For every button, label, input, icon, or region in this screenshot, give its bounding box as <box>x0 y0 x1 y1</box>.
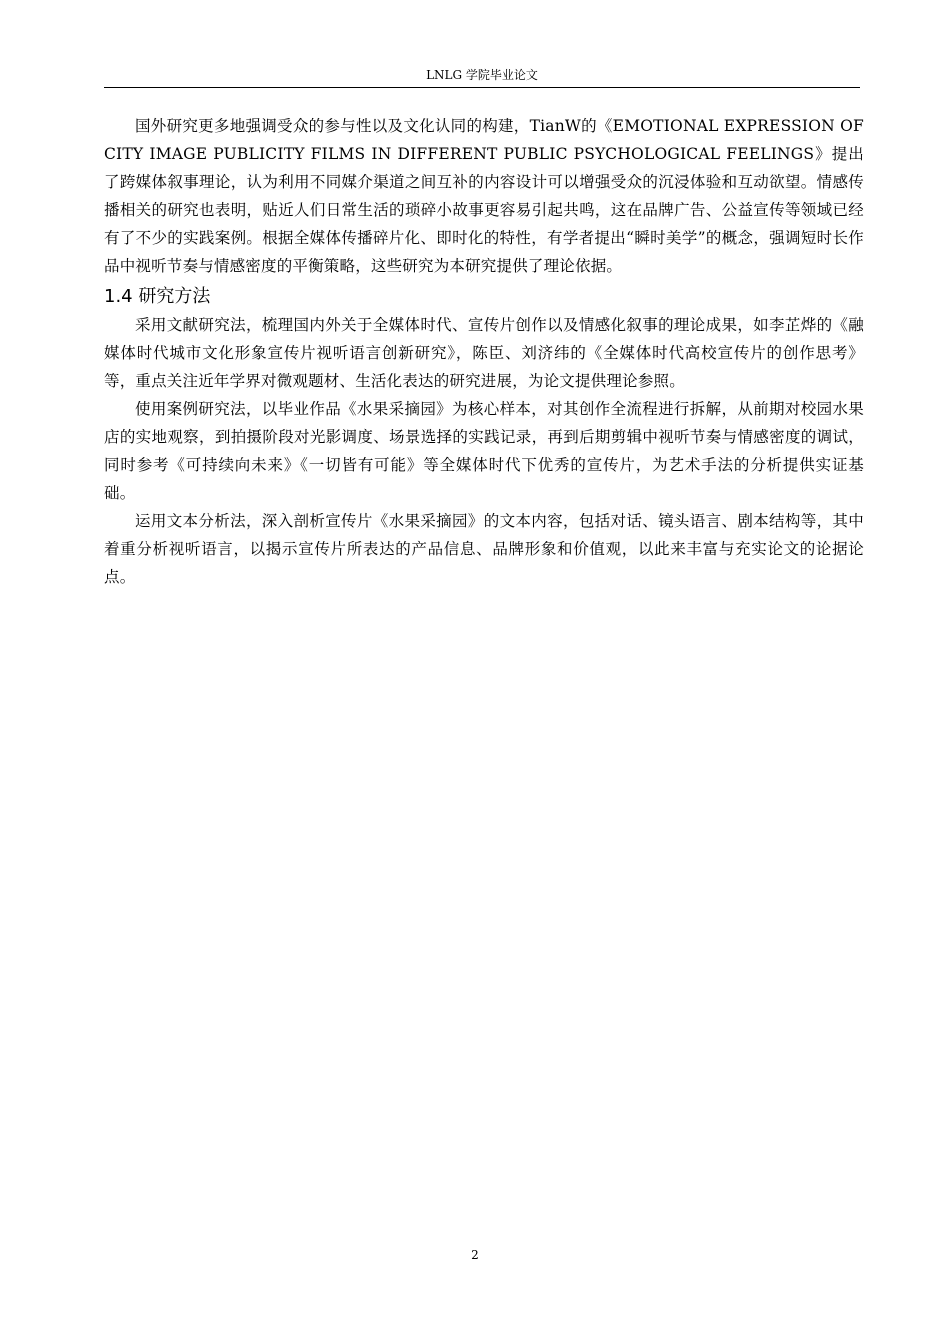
page-number: 2 <box>471 1248 479 1262</box>
paragraph-case-study-method: 使用案例研究法，以毕业作品《水果采摘园》为核心样本，对其创作全流程进行拆解，从前期对校园水果店的实地观察，到拍摄阶段对光影调度、场景选择的实践记录，再到后期剪辑中视听节奏与情感密度的调试，同时参考《可持续向未来》《一切皆有可能》等全媒体时代下优秀的宣传片，为艺术手法的分析提供实证基础。 <box>104 400 864 502</box>
paragraph-foreign-research: 国外研究更多地强调受众的参与性以及文化认同的构建，TianW的《EMOTIONAL EXPRESSION OF CITY IMAGE PUBLICITY FILMS IN DIFFERENT PUBLIC PSYCHOLOGICAL FEELINGS》提出了跨媒体叙事理论，认为利用不同媒介渠道之间互补的内容设计可以增强受众的沉浸体验和互动欲望。情感传播相关的研究也表明，贴近人们日常生活的琐碎小故事更容易引起共鸣，这在品牌广告、公益宣传等领域已经有了不少的实践案例。根据全媒体传播碎片化、即时化的特性，有学者提出“瞬时美学”的概念，强调短时长作品中视听节奏与情感密度的平衡策略，这些研究为本研究提供了理论依据。 <box>104 117 864 275</box>
paragraph-text-analysis-method: 运用文本分析法，深入剖析宣传片《水果采摘园》的文本内容，包括对话、镜头语言、剧本结构等，其中着重分析视听语言，以揭示宣传片所表达的产品信息、品牌形象和价值观，以此来丰富与充实论文的论据论点。 <box>104 512 864 586</box>
paragraph-literature-method: 采用文献研究法，梳理国内外关于全媒体时代、宣传片创作以及情感化叙事的理论成果，如李芷烨的《融媒体时代城市文化形象宣传片视听语言创新研究》，陈臣、刘济纬的《全媒体时代高校宣传片的创作思考》等，重点关注近年学界对微观题材、生活化表达的研究进展，为论文提供理论参照。 <box>104 316 864 390</box>
header-title: LNLG 学院毕业论文 <box>426 68 538 82</box>
document-body <box>104 112 864 591</box>
page-header <box>104 68 860 88</box>
section-title-research-methods: 1.4 研究方法 <box>104 286 211 307</box>
